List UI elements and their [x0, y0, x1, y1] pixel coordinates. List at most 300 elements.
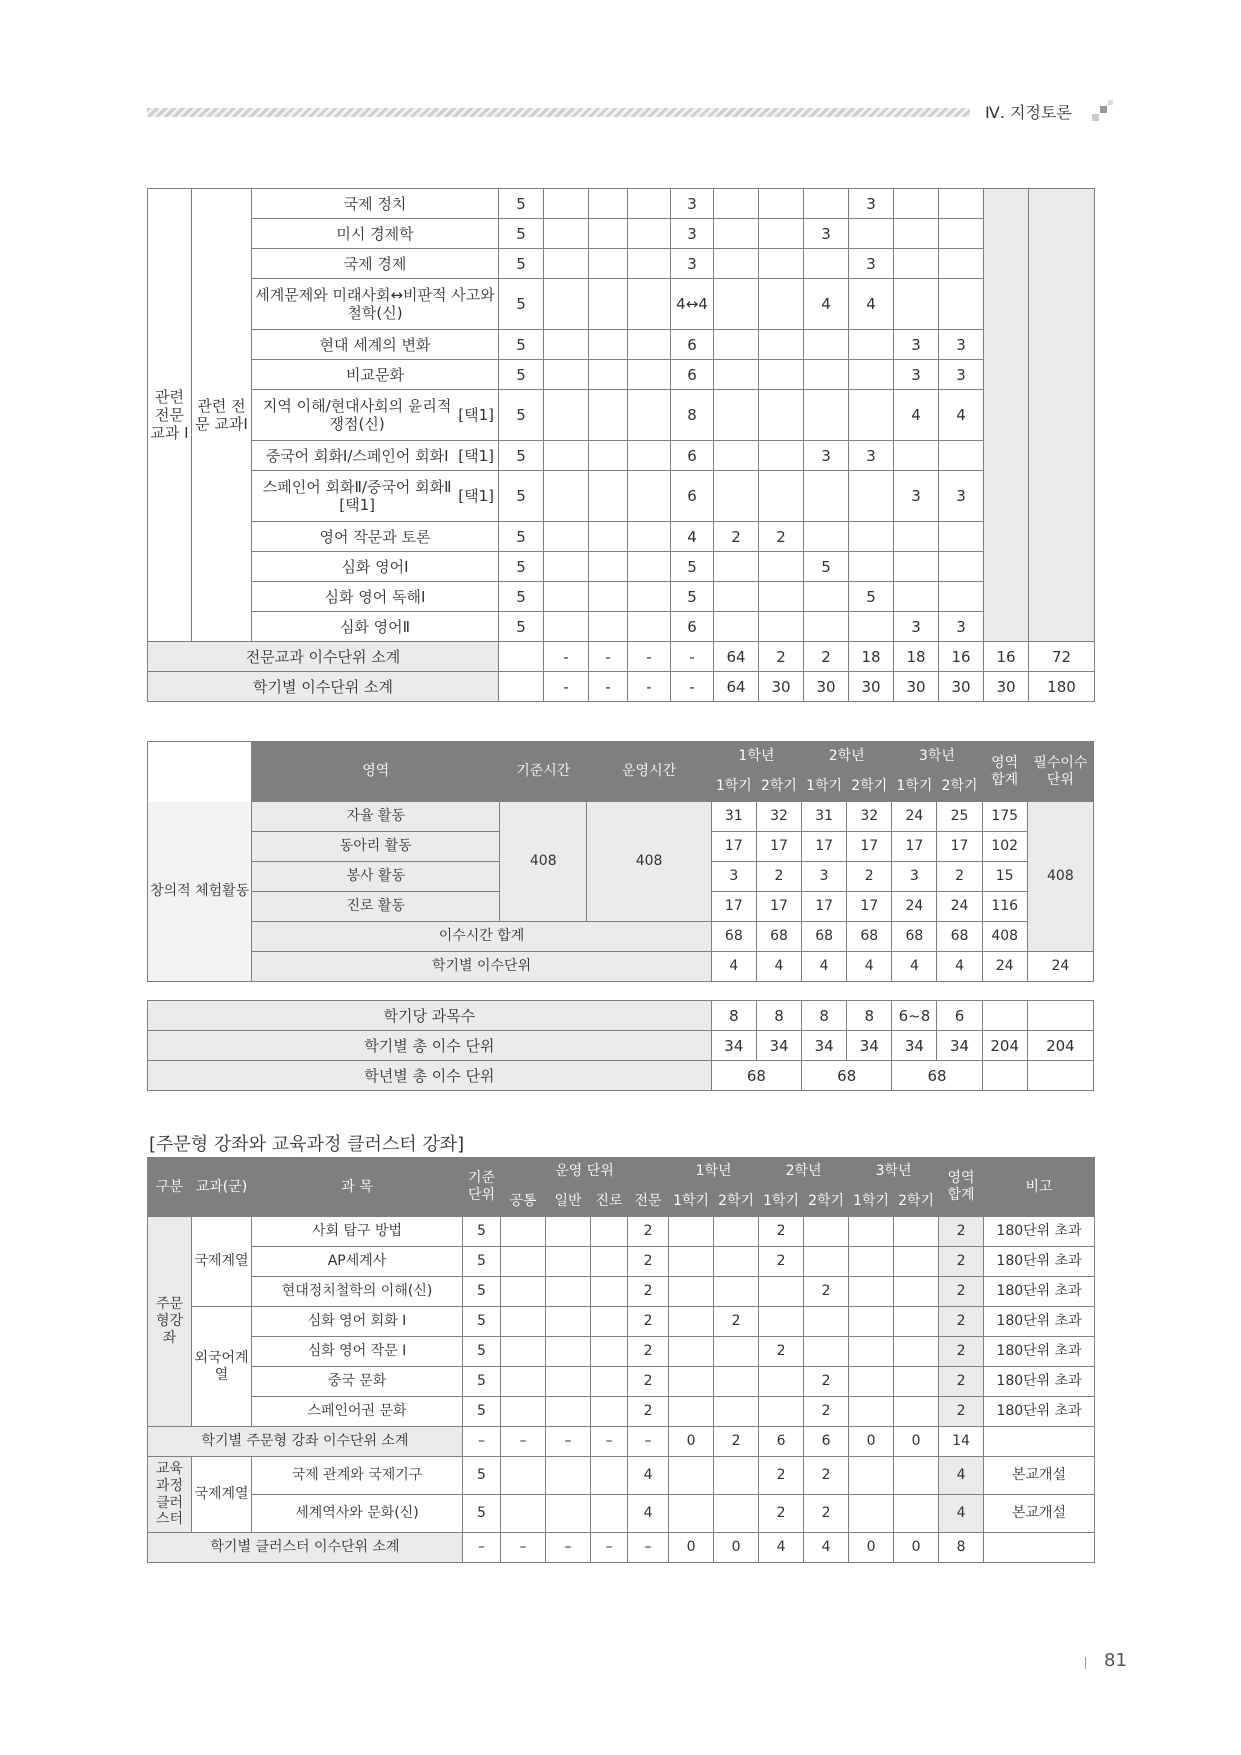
- unit-cell: [804, 360, 849, 390]
- sum-units-label: 학기별 이수단위: [252, 952, 711, 982]
- unit-cell: 2: [939, 1397, 984, 1427]
- subject-name: 심화 영어Ⅰ: [252, 552, 499, 582]
- unit-cell: [544, 279, 589, 330]
- base-hours-value: 408: [500, 802, 587, 922]
- unit-cell: [546, 1247, 591, 1277]
- unit-cell: [804, 1307, 849, 1337]
- unit-cell: 3: [671, 189, 714, 219]
- course-row: [148, 1337, 1095, 1367]
- unit-cell: [544, 441, 589, 471]
- unit-cell: [759, 612, 804, 642]
- subject-name: 세계문제와 미래사회↔비판적 사고와 철학(신): [252, 279, 499, 330]
- unit-cell: [628, 552, 671, 582]
- unit-cell: [591, 1307, 628, 1337]
- unit-cell: [591, 1367, 628, 1397]
- unit-cell: 2: [939, 1217, 984, 1247]
- unit-cell: [714, 471, 759, 522]
- hours-cell: 2: [937, 862, 982, 892]
- unit-cell: [804, 1337, 849, 1367]
- major-header: 전문: [628, 1186, 669, 1217]
- unit-cell: [546, 1337, 591, 1367]
- sum-cell: 4: [847, 952, 892, 982]
- unit-cell: 3: [894, 612, 939, 642]
- subject-name: 국제 관계와 국제기구: [252, 1457, 463, 1495]
- unit-cell: [589, 552, 628, 582]
- course-row: [148, 1457, 1095, 1495]
- subtotal-cell: –: [501, 1533, 546, 1563]
- category-label: 주문형강좌: [148, 1217, 192, 1427]
- subject-units-table: [147, 188, 1095, 702]
- required-units-value: 408: [1027, 802, 1093, 952]
- unit-cell: [894, 1247, 939, 1277]
- unit-cell: 6: [671, 471, 714, 522]
- category-label: 교육과정클러스터: [148, 1457, 192, 1533]
- unit-cell: [544, 552, 589, 582]
- note-cell: 180단위 초과: [984, 1217, 1095, 1247]
- sum-cell: 4: [711, 952, 756, 982]
- hours-cell: 24: [892, 802, 937, 832]
- hours-cell: 3: [802, 862, 847, 892]
- subtotal-cell: –: [628, 1533, 669, 1563]
- subtotal-cell: 6: [759, 1427, 804, 1457]
- subject-header: 과 목: [252, 1158, 463, 1217]
- base-unit: 5: [499, 582, 544, 612]
- common-header: 공통: [501, 1186, 546, 1217]
- unit-cell: [849, 552, 894, 582]
- unit-cell: 6: [671, 612, 714, 642]
- unit-cell: [669, 1277, 714, 1307]
- unit-cell: 4: [671, 522, 714, 552]
- table-row: [148, 390, 1095, 441]
- total-cell: 204: [982, 1031, 1027, 1061]
- course-row: [148, 1217, 1095, 1247]
- unit-cell: [714, 360, 759, 390]
- unit-cell: [714, 1367, 759, 1397]
- semester-header: 1학기: [892, 772, 937, 802]
- unit-cell: 2: [939, 1367, 984, 1397]
- unit-cell: [591, 1495, 628, 1533]
- total-cell: 68: [802, 1061, 892, 1091]
- subtotal-label: 학기별 이수단위 소계: [148, 672, 499, 702]
- table-row: [148, 612, 1095, 642]
- general-header: 일반: [546, 1186, 591, 1217]
- unit-cell: [939, 582, 984, 612]
- subject-name: AP세계사: [252, 1247, 463, 1277]
- unit-cell: [804, 390, 849, 441]
- unit-cell: [546, 1495, 591, 1533]
- unit-cell: 3: [894, 360, 939, 390]
- unit-cell: [589, 471, 628, 522]
- unit-cell: [544, 249, 589, 279]
- total-label: 학년별 총 이수 단위: [148, 1061, 712, 1091]
- unit-cell: 2: [759, 1337, 804, 1367]
- table-row: [148, 189, 1095, 219]
- unit-cell: [591, 1247, 628, 1277]
- unit-cell: [628, 441, 671, 471]
- hours-cell: 17: [937, 832, 982, 862]
- subject-name: 국제 경제: [252, 249, 499, 279]
- unit-cell: 4: [939, 1457, 984, 1495]
- hours-cell: 17: [711, 892, 756, 922]
- unit-cell: [669, 1307, 714, 1337]
- unit-cell: [544, 471, 589, 522]
- unit-cell: 6: [671, 330, 714, 360]
- unit-cell: [544, 390, 589, 441]
- unit-cell: [628, 522, 671, 552]
- unit-cell: [714, 189, 759, 219]
- subtotal-cell: 0: [849, 1427, 894, 1457]
- subtotal-cell: -: [589, 672, 628, 702]
- unit-cell: [894, 1367, 939, 1397]
- sum-cell: 68: [802, 922, 847, 952]
- unit-cell: [589, 612, 628, 642]
- unit-cell: 2: [628, 1277, 669, 1307]
- unit-cell: [759, 471, 804, 522]
- hours-cell: 102: [982, 832, 1027, 862]
- unit-cell: 3: [804, 219, 849, 249]
- subtotal-cell: 180: [1029, 672, 1095, 702]
- total-cell: 204: [1027, 1031, 1093, 1061]
- total-cell: [1027, 1061, 1093, 1091]
- subject-name-text: 스페인어 회화Ⅱ/중국어 회화Ⅱ [택1]: [262, 478, 452, 514]
- total-cell: [982, 1061, 1027, 1091]
- unit-cell: [849, 1277, 894, 1307]
- choice-tag: [택1]: [458, 406, 494, 424]
- subtotal-cell: 64: [714, 672, 759, 702]
- unit-cell: [894, 522, 939, 552]
- unit-cell: [849, 1337, 894, 1367]
- unit-cell: [714, 1337, 759, 1367]
- subject-name: 중국 문화: [252, 1367, 463, 1397]
- unit-cell: [628, 360, 671, 390]
- unit-cell: [714, 441, 759, 471]
- required-units-header: 필수이수단위: [1027, 742, 1093, 802]
- semester-header: 1학기: [711, 772, 756, 802]
- area-total-header: 영역합계: [982, 742, 1027, 802]
- unit-cell: [501, 1277, 546, 1307]
- sum-cell: 68: [937, 922, 982, 952]
- unit-cell: [546, 1397, 591, 1427]
- unit-cell: [714, 1277, 759, 1307]
- unit-cell: [714, 390, 759, 441]
- unit-cell: 3: [894, 471, 939, 522]
- subject-name: 미시 경제학: [252, 219, 499, 249]
- unit-cell: [591, 1217, 628, 1247]
- subject-group-label: 국제계열: [192, 1217, 252, 1307]
- sum-cell: 24: [982, 952, 1027, 982]
- unit-cell: [939, 279, 984, 330]
- unit-cell: 2: [939, 1277, 984, 1307]
- subtotal-cell: 18: [849, 642, 894, 672]
- total-units-table: [147, 1000, 1094, 1091]
- unit-cell: 6: [671, 360, 714, 390]
- semester-header: 2학기: [804, 1186, 849, 1217]
- subtotal-cell: -: [628, 672, 671, 702]
- grade1-header: 1학년: [669, 1158, 759, 1186]
- unit-cell: [759, 1307, 804, 1337]
- table-row: [148, 552, 1095, 582]
- choice-tag: [택1]: [458, 487, 494, 505]
- total-cell: 6~8: [892, 1001, 937, 1031]
- unit-cell: [589, 249, 628, 279]
- category-header: 구분: [148, 1158, 192, 1217]
- unit-cell: 2: [804, 1367, 849, 1397]
- unit-cell: [544, 582, 589, 612]
- unit-cell: 2: [804, 1495, 849, 1533]
- unit-cell: [759, 279, 804, 330]
- unit-cell: [714, 249, 759, 279]
- unit-cell: [589, 522, 628, 552]
- unit-cell: 5: [671, 582, 714, 612]
- sum-cell: 68: [711, 922, 756, 952]
- base-unit: 5: [463, 1337, 501, 1367]
- subject-name: [252, 390, 499, 441]
- unit-cell: [628, 582, 671, 612]
- unit-cell: [544, 330, 589, 360]
- subject-name: 심화 영어Ⅱ: [252, 612, 499, 642]
- total-cell: 68: [711, 1061, 801, 1091]
- note-header: 비고: [984, 1158, 1095, 1217]
- required-units: [1029, 189, 1095, 642]
- area-total: [984, 189, 1029, 642]
- unit-cell: [628, 612, 671, 642]
- semester-header: 1학기: [759, 1186, 804, 1217]
- hours-cell: 175: [982, 802, 1027, 832]
- subject-name-text: 지역 이해/현대사회의 윤리적 쟁점(신): [262, 397, 452, 433]
- total-cell: 34: [892, 1031, 937, 1061]
- subject-name-wrap: [254, 478, 496, 514]
- base-unit-header: 기준단위: [463, 1158, 501, 1217]
- subject-name: 심화 영어 작문 Ⅰ: [252, 1337, 463, 1367]
- base-unit: 5: [499, 552, 544, 582]
- subtotal-cell: 2: [759, 642, 804, 672]
- subtotal-label: 학기별 주문형 강좌 이수단위 소계: [148, 1427, 463, 1457]
- subject-group-label: 국제계열: [192, 1457, 252, 1533]
- subject-name-text: 중국어 회화Ⅰ/스페인어 회화Ⅰ: [265, 446, 449, 465]
- unit-cell: [939, 522, 984, 552]
- unit-cell: [939, 219, 984, 249]
- unit-cell: [501, 1217, 546, 1247]
- hours-cell: 2: [756, 862, 801, 892]
- unit-cell: 2: [628, 1397, 669, 1427]
- activity-row: [148, 802, 1094, 832]
- unit-cell: [804, 1247, 849, 1277]
- subtotal-cell: 30: [894, 672, 939, 702]
- unit-cell: [759, 360, 804, 390]
- course-row: [148, 1397, 1095, 1427]
- blank-header: [148, 742, 252, 802]
- subject-name-wrap: [254, 397, 496, 433]
- unit-cell: 4: [939, 390, 984, 441]
- subtotal-cell: –: [501, 1427, 546, 1457]
- unit-cell: 4: [849, 279, 894, 330]
- semester-header: 2학기: [847, 772, 892, 802]
- base-unit: 5: [499, 471, 544, 522]
- subtotal-row: [148, 1533, 1095, 1563]
- hours-cell: 3: [892, 862, 937, 892]
- unit-cell: [759, 582, 804, 612]
- table-row: [148, 471, 1095, 522]
- note-cell: 180단위 초과: [984, 1247, 1095, 1277]
- subtotal-cell: –: [628, 1427, 669, 1457]
- unit-cell: [591, 1397, 628, 1427]
- unit-cell: [804, 522, 849, 552]
- unit-cell: [804, 471, 849, 522]
- unit-cell: [894, 249, 939, 279]
- unit-cell: 4: [894, 390, 939, 441]
- sum-cell: 68: [892, 922, 937, 952]
- unit-cell: [628, 330, 671, 360]
- subtotal-row: [148, 672, 1095, 702]
- unit-cell: [804, 582, 849, 612]
- course-row: [148, 1367, 1095, 1397]
- base-unit: 5: [463, 1277, 501, 1307]
- header-decoration-icon: [1100, 106, 1107, 113]
- base-unit: 5: [463, 1307, 501, 1337]
- unit-cell: [669, 1217, 714, 1247]
- unit-cell: 4: [939, 1495, 984, 1533]
- subtotal-cell: 2: [804, 642, 849, 672]
- unit-cell: [544, 522, 589, 552]
- unit-cell: 2: [628, 1307, 669, 1337]
- total-cell: 8: [847, 1001, 892, 1031]
- unit-cell: [714, 1457, 759, 1495]
- subtotal-cell: –: [463, 1533, 501, 1563]
- career-header: 진로: [591, 1186, 628, 1217]
- sum-cell: 4: [892, 952, 937, 982]
- note-cell: 180단위 초과: [984, 1337, 1095, 1367]
- unit-cell: [894, 1307, 939, 1337]
- unit-cell: [849, 219, 894, 249]
- unit-cell: [589, 582, 628, 612]
- unit-cell: [939, 189, 984, 219]
- unit-cell: [669, 1367, 714, 1397]
- header-decoration-icon: [1108, 100, 1113, 105]
- subtotal-cell: 16: [939, 642, 984, 672]
- page-number: 81: [1104, 1650, 1127, 1671]
- unit-cell: [939, 249, 984, 279]
- unit-cell: 4: [628, 1495, 669, 1533]
- total-row: [148, 1001, 1094, 1031]
- semester-header: 1학기: [849, 1186, 894, 1217]
- hours-cell: 116: [982, 892, 1027, 922]
- unit-cell: [714, 219, 759, 249]
- total-cell: [982, 1001, 1027, 1031]
- subject-name: [252, 441, 499, 471]
- table-row: [148, 582, 1095, 612]
- unit-cell: 3: [939, 330, 984, 360]
- unit-cell: [894, 1495, 939, 1533]
- subtotal-cell: –: [591, 1427, 628, 1457]
- base-unit: 5: [499, 612, 544, 642]
- unit-cell: [804, 330, 849, 360]
- sum-hours-row: [148, 922, 1094, 952]
- grade3-header: 3학년: [892, 742, 982, 772]
- unit-cell: 4: [628, 1457, 669, 1495]
- semester-header: 2학기: [756, 772, 801, 802]
- semester-header: 1학기: [802, 772, 847, 802]
- unit-cell: [669, 1457, 714, 1495]
- unit-cell: [714, 1397, 759, 1427]
- semester-header: 2학기: [894, 1186, 939, 1217]
- unit-cell: [591, 1457, 628, 1495]
- unit-cell: [759, 1367, 804, 1397]
- unit-cell: [894, 189, 939, 219]
- hours-cell: 17: [892, 832, 937, 862]
- table-row: [148, 441, 1095, 471]
- unit-cell: [589, 360, 628, 390]
- unit-cell: [849, 1495, 894, 1533]
- unit-cell: [628, 471, 671, 522]
- unit-cell: 3: [804, 441, 849, 471]
- activity-name: 자율 활동: [252, 802, 500, 832]
- subtotal-cell: -: [671, 642, 714, 672]
- unit-cell: 2: [804, 1277, 849, 1307]
- unit-cell: 2: [759, 1247, 804, 1277]
- section-caption: [주문형 강좌와 교육과정 클러스터 강좌]: [149, 1134, 465, 1155]
- oper-hours-value: 408: [587, 802, 711, 922]
- course-row: [148, 1277, 1095, 1307]
- unit-cell: 4↔4: [671, 279, 714, 330]
- unit-cell: [804, 189, 849, 219]
- base-unit: 5: [463, 1495, 501, 1533]
- unit-cell: 3: [939, 471, 984, 522]
- unit-cell: [849, 1457, 894, 1495]
- hours-cell: 3: [711, 862, 756, 892]
- base-unit: 5: [463, 1217, 501, 1247]
- unit-cell: 2: [939, 1247, 984, 1277]
- base-unit: 5: [463, 1397, 501, 1427]
- unit-cell: [546, 1457, 591, 1495]
- unit-cell: [849, 522, 894, 552]
- table-row: [148, 330, 1095, 360]
- unit-cell: [894, 1277, 939, 1307]
- unit-cell: 2: [759, 1217, 804, 1247]
- subtotal-row: [148, 1427, 1095, 1457]
- group-label: 관련 전문 교과 Ⅰ: [148, 189, 192, 642]
- subject-name: 비교문화: [252, 360, 499, 390]
- subject-name-wrap: [254, 447, 496, 465]
- unit-cell: [759, 552, 804, 582]
- hours-cell: 17: [711, 832, 756, 862]
- sum-cell: 68: [756, 922, 801, 952]
- subtotal-cell: 30: [939, 672, 984, 702]
- unit-cell: [628, 249, 671, 279]
- subtotal-cell: 0: [849, 1533, 894, 1563]
- subject-name: 스페인어권 문화: [252, 1397, 463, 1427]
- base-unit: 5: [499, 219, 544, 249]
- unit-cell: [804, 1217, 849, 1247]
- unit-cell: 2: [939, 1337, 984, 1367]
- note-cell: 180단위 초과: [984, 1277, 1095, 1307]
- unit-cell: [628, 189, 671, 219]
- subject-group-label: 외국어계열: [192, 1307, 252, 1427]
- base-unit: 5: [499, 279, 544, 330]
- unit-cell: [804, 249, 849, 279]
- subtotal-cell: 0: [669, 1427, 714, 1457]
- unit-cell: [714, 1495, 759, 1533]
- unit-cell: 2: [628, 1217, 669, 1247]
- note-cell: 180단위 초과: [984, 1307, 1095, 1337]
- unit-cell: [501, 1247, 546, 1277]
- subtotal-cell: 30: [849, 672, 894, 702]
- unit-cell: [759, 1277, 804, 1307]
- unit-cell: [849, 390, 894, 441]
- sum-cell: 68: [847, 922, 892, 952]
- subject-group-header: 교과(군): [192, 1158, 252, 1217]
- unit-cell: [849, 1247, 894, 1277]
- unit-cell: 2: [628, 1367, 669, 1397]
